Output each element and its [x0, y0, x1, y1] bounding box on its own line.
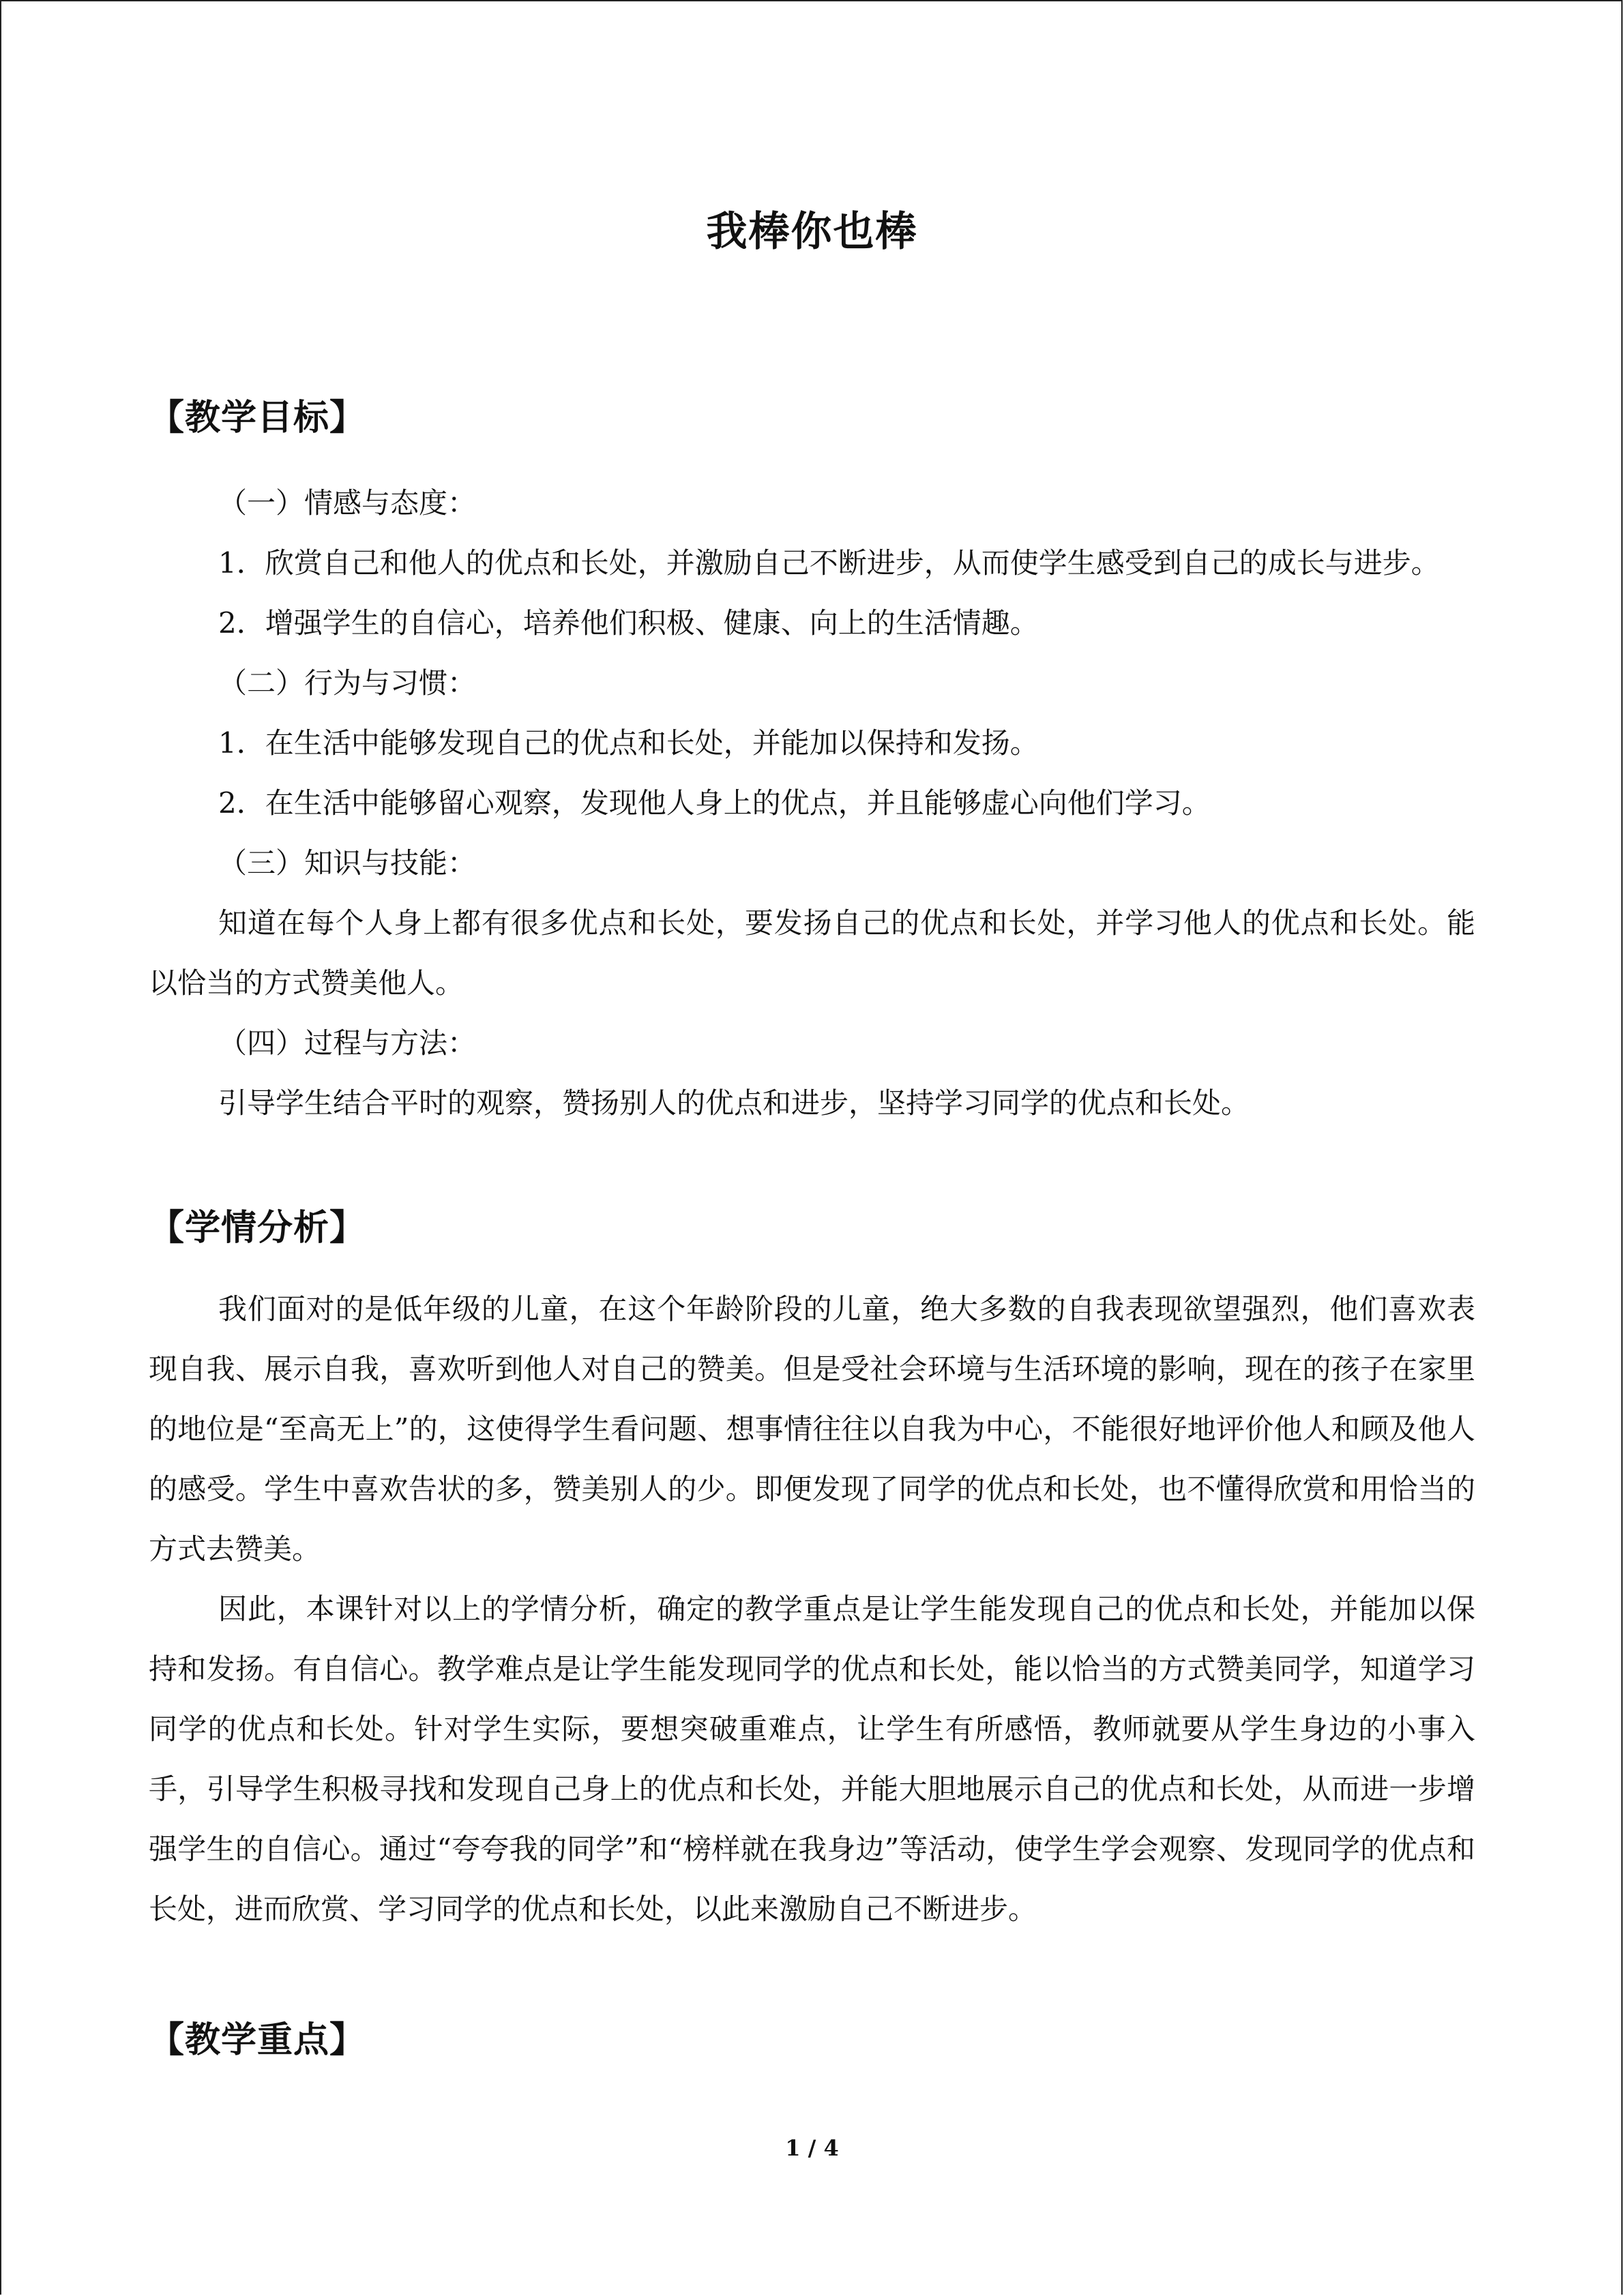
paragraph: 知道在每个人身上都有很多优点和长处，要发扬自己的优点和长处，并学习他人的优点和长处。能以恰当的方式赞美他人。 [149, 906, 1475, 1000]
page-number: 1 / 4 [785, 2135, 839, 2161]
paragraph: 引导学生结合平时的观察，赞扬别人的优点和进步，坚持学习同学的优点和长处。 [218, 1086, 1250, 1120]
subheading-behavior-habit: （二）行为与习惯： [218, 666, 477, 700]
document-title: 我棒你也棒 [706, 208, 918, 256]
section-body-teaching-goals [149, 473, 1475, 1133]
subheading-knowledge-skill: （三）知识与技能： [218, 846, 477, 880]
paragraph: 1．在生活中能够发现自己的优点和长处，并能加以保持和发扬。 [218, 726, 1039, 760]
paragraph: 我们面对的是低年级的儿童，在这个年龄阶段的儿童，绝大多数的自我表现欲望强烈，他们喜欢表现自我、展示自我，喜欢听到他人对自己的赞美。但是受社会环境与生活环境的影响，现在的孩子在家里的地位是“至高无上”的，这使得学生看问题、想事情往往以自我为中心，不能很好地评价他人和顾及他人的感受。学生中喜欢告状的多，赞美别人的少。即便发现了同学的优点和长处，也不懂得欣赏和用恰当的方式去赞美。 [149, 1292, 1475, 1566]
section-body-learner-analysis [149, 1279, 1475, 1939]
subheading-process-method: （四）过程与方法： [218, 1026, 477, 1060]
section-heading-learner-analysis: 【学情分析】 [149, 1208, 366, 1249]
paragraph: 2．在生活中能够留心观察，发现他人身上的优点，并且能够虚心向他们学习。 [218, 786, 1211, 820]
paragraph: 因此，本课针对以上的学情分析，确定的教学重点是让学生能发现自己的优点和长处，并能加以保持和发扬。有自信心。教学难点是让学生能发现同学的优点和长处，能以恰当的方式赞美同学，知道学习同学的优点和长处。针对学生实际，要想突破重难点，让学生有所感悟，教师就要从学生身边的小事入手，引导学生积极寻找和发现自己身上的优点和长处，并能大胆地展示自己的优点和长处，从而进一步增强学生的自信心。通过“夸夸我的同学”和“榜样就在我身边”等活动，使学生学会观察、发现同学的优点和长处，进而欣赏、学习同学的优点和长处，以此来激励自己不断进步。 [149, 1592, 1475, 1926]
section-heading-teaching-focus: 【教学重点】 [149, 2020, 366, 2061]
paragraph: 2．增强学生的自信心，培养他们积极、健康、向上的生活情趣。 [218, 606, 1039, 640]
section-heading-teaching-goals: 【教学目标】 [149, 398, 366, 438]
subheading-emotion-attitude: （一）情感与态度： [218, 486, 477, 520]
paragraph: 1．欣赏自己和他人的优点和长处，并激励自己不断进步，从而使学生感受到自己的成长与进步。 [218, 546, 1440, 580]
